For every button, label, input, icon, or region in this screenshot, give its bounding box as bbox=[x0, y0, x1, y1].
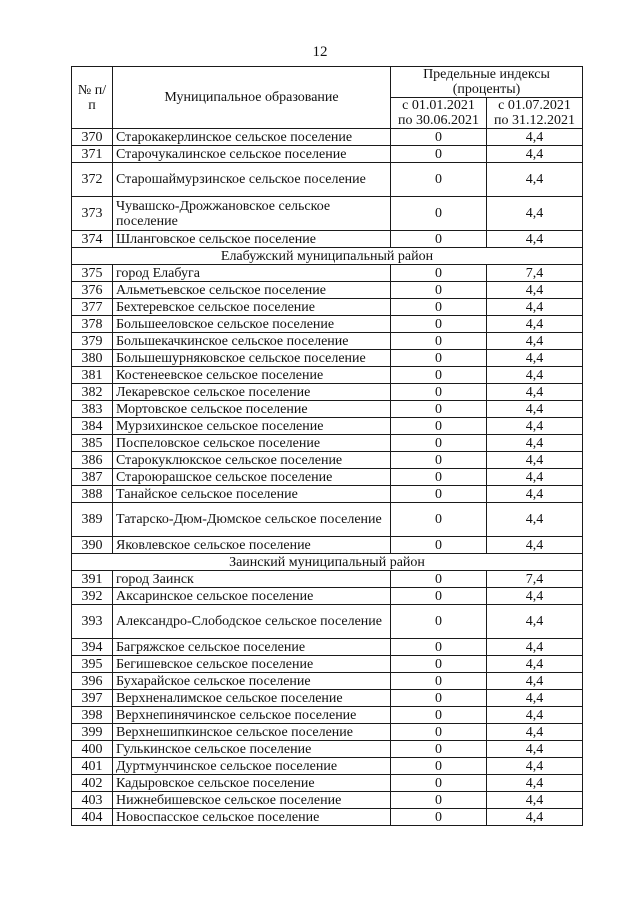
row-number: 380 bbox=[72, 350, 113, 367]
row-municipality: Верхнепинячинское сельское поселение bbox=[113, 707, 391, 724]
row-index-period-1: 0 bbox=[391, 333, 487, 350]
table-row bbox=[72, 197, 583, 231]
row-municipality: Багряжское сельское поселение bbox=[113, 639, 391, 656]
row-number: 384 bbox=[72, 418, 113, 435]
row-municipality: Кадыровское сельское поселение bbox=[113, 775, 391, 792]
row-number: 374 bbox=[72, 231, 113, 248]
row-index-period-1: 0 bbox=[391, 605, 487, 639]
row-municipality: город Заинск bbox=[113, 571, 391, 588]
table-row bbox=[72, 809, 583, 826]
row-municipality: Бухарайское сельское поселение bbox=[113, 673, 391, 690]
row-number: 399 bbox=[72, 724, 113, 741]
table-row bbox=[72, 639, 583, 656]
row-index-period-1: 0 bbox=[391, 401, 487, 418]
row-number: 377 bbox=[72, 299, 113, 316]
row-index-period-1: 0 bbox=[391, 656, 487, 673]
table-row bbox=[72, 656, 583, 673]
row-index-period-1: 0 bbox=[391, 588, 487, 605]
row-number: 398 bbox=[72, 707, 113, 724]
row-number: 402 bbox=[72, 775, 113, 792]
row-index-period-1: 0 bbox=[391, 707, 487, 724]
row-municipality: Старошаймурзинское сельское поселение bbox=[113, 163, 391, 197]
table-row bbox=[72, 673, 583, 690]
table-row bbox=[72, 758, 583, 775]
header-municipality: Муниципальное образование bbox=[113, 67, 391, 129]
header-period-2: с 01.07.2021 по 31.12.2021 bbox=[487, 98, 583, 129]
indices-table-body bbox=[72, 67, 583, 826]
page-number: 12 bbox=[312, 44, 328, 60]
row-number: 379 bbox=[72, 333, 113, 350]
row-number: 395 bbox=[72, 656, 113, 673]
row-index-period-2: 4,4 bbox=[487, 282, 583, 299]
table-row bbox=[72, 333, 583, 350]
row-index-period-2: 4,4 bbox=[487, 469, 583, 486]
row-municipality: Александро-Слободское сельское поселение bbox=[113, 605, 391, 639]
row-municipality: Староюрашское сельское поселение bbox=[113, 469, 391, 486]
table-row bbox=[72, 741, 583, 758]
table-row bbox=[72, 571, 583, 588]
row-number: 382 bbox=[72, 384, 113, 401]
table-row bbox=[72, 129, 583, 146]
row-index-period-1: 0 bbox=[391, 690, 487, 707]
row-number: 371 bbox=[72, 146, 113, 163]
row-index-period-1: 0 bbox=[391, 571, 487, 588]
row-index-period-2: 4,4 bbox=[487, 197, 583, 231]
row-index-period-1: 0 bbox=[391, 435, 487, 452]
row-index-period-2: 4,4 bbox=[487, 673, 583, 690]
row-number: 387 bbox=[72, 469, 113, 486]
header-period-1: с 01.01.2021 по 30.06.2021 bbox=[391, 98, 487, 129]
row-index-period-2: 4,4 bbox=[487, 435, 583, 452]
row-index-period-2: 4,4 bbox=[487, 503, 583, 537]
row-index-period-1: 0 bbox=[391, 129, 487, 146]
row-municipality: Дуртмунчинское сельское поселение bbox=[113, 758, 391, 775]
table-row bbox=[72, 588, 583, 605]
row-index-period-2: 4,4 bbox=[487, 163, 583, 197]
row-index-period-2: 7,4 bbox=[487, 571, 583, 588]
row-index-period-2: 4,4 bbox=[487, 588, 583, 605]
row-index-period-1: 0 bbox=[391, 384, 487, 401]
row-index-period-1: 0 bbox=[391, 469, 487, 486]
row-number: 390 bbox=[72, 537, 113, 554]
row-municipality: Бегишевское сельское поселение bbox=[113, 656, 391, 673]
table-row bbox=[72, 469, 583, 486]
row-index-period-2: 4,4 bbox=[487, 809, 583, 826]
row-index-period-2: 4,4 bbox=[487, 656, 583, 673]
row-number: 383 bbox=[72, 401, 113, 418]
row-index-period-2: 4,4 bbox=[487, 690, 583, 707]
table-row bbox=[72, 418, 583, 435]
row-index-period-1: 0 bbox=[391, 265, 487, 282]
row-number: 392 bbox=[72, 588, 113, 605]
row-number: 373 bbox=[72, 197, 113, 231]
row-index-period-1: 0 bbox=[391, 537, 487, 554]
table-row bbox=[72, 792, 583, 809]
row-number: 400 bbox=[72, 741, 113, 758]
row-index-period-2: 4,4 bbox=[487, 384, 583, 401]
district-section-row bbox=[72, 554, 583, 571]
row-municipality: Чувашско-Дрожжановское сельское поселение bbox=[113, 197, 391, 231]
row-index-period-1: 0 bbox=[391, 452, 487, 469]
table-row bbox=[72, 316, 583, 333]
table-row bbox=[72, 384, 583, 401]
header-number: № п/п bbox=[72, 67, 113, 129]
row-number: 386 bbox=[72, 452, 113, 469]
table-row bbox=[72, 537, 583, 554]
row-municipality: Лекаревское сельское поселение bbox=[113, 384, 391, 401]
row-index-period-2: 4,4 bbox=[487, 741, 583, 758]
row-municipality: Яковлевское сельское поселение bbox=[113, 537, 391, 554]
row-municipality: Большекачкинское сельское поселение bbox=[113, 333, 391, 350]
row-number: 372 bbox=[72, 163, 113, 197]
row-municipality: Гулькинское сельское поселение bbox=[113, 741, 391, 758]
row-index-period-2: 4,4 bbox=[487, 758, 583, 775]
table-row bbox=[72, 435, 583, 452]
row-index-period-2: 4,4 bbox=[487, 707, 583, 724]
row-index-period-1: 0 bbox=[391, 299, 487, 316]
row-index-period-1: 0 bbox=[391, 231, 487, 248]
row-municipality: Новоспасское сельское поселение bbox=[113, 809, 391, 826]
district-section-row bbox=[72, 248, 583, 265]
row-number: 376 bbox=[72, 282, 113, 299]
table-row bbox=[72, 231, 583, 248]
row-municipality: Альметьевское сельское поселение bbox=[113, 282, 391, 299]
row-index-period-1: 0 bbox=[391, 503, 487, 537]
row-municipality: Старокакерлинское сельское поселение bbox=[113, 129, 391, 146]
row-index-period-1: 0 bbox=[391, 350, 487, 367]
row-number: 389 bbox=[72, 503, 113, 537]
row-municipality: Бехтеревское сельское поселение bbox=[113, 299, 391, 316]
row-number: 391 bbox=[72, 571, 113, 588]
row-index-period-1: 0 bbox=[391, 282, 487, 299]
row-number: 388 bbox=[72, 486, 113, 503]
row-number: 381 bbox=[72, 367, 113, 384]
table-row bbox=[72, 299, 583, 316]
row-index-period-2: 4,4 bbox=[487, 537, 583, 554]
row-municipality: Верхненалимское сельское поселение bbox=[113, 690, 391, 707]
row-index-period-1: 0 bbox=[391, 724, 487, 741]
row-municipality: Старочукалинское сельское поселение bbox=[113, 146, 391, 163]
table-row bbox=[72, 401, 583, 418]
row-index-period-2: 4,4 bbox=[487, 775, 583, 792]
table-row bbox=[72, 265, 583, 282]
row-index-period-2: 4,4 bbox=[487, 350, 583, 367]
row-municipality: Мортовское сельское поселение bbox=[113, 401, 391, 418]
row-index-period-2: 7,4 bbox=[487, 265, 583, 282]
row-municipality: город Елабуга bbox=[113, 265, 391, 282]
row-number: 394 bbox=[72, 639, 113, 656]
row-municipality: Татарско-Дюм-Дюмское сельское поселение bbox=[113, 503, 391, 537]
table-row bbox=[72, 707, 583, 724]
row-index-period-2: 4,4 bbox=[487, 367, 583, 384]
row-municipality: Нижнебишевское сельское поселение bbox=[113, 792, 391, 809]
table-row bbox=[72, 163, 583, 197]
district-title: Заинский муниципальный район bbox=[72, 554, 583, 571]
table-row bbox=[72, 452, 583, 469]
row-municipality: Поспеловское сельское поселение bbox=[113, 435, 391, 452]
row-index-period-2: 4,4 bbox=[487, 299, 583, 316]
row-municipality: Танайское сельское поселение bbox=[113, 486, 391, 503]
table-row bbox=[72, 605, 583, 639]
row-number: 403 bbox=[72, 792, 113, 809]
row-index-period-2: 4,4 bbox=[487, 486, 583, 503]
table-row bbox=[72, 724, 583, 741]
row-number: 397 bbox=[72, 690, 113, 707]
district-title: Елабужский муниципальный район bbox=[72, 248, 583, 265]
row-index-period-2: 4,4 bbox=[487, 146, 583, 163]
row-number: 396 bbox=[72, 673, 113, 690]
row-municipality: Мурзихинское сельское поселение bbox=[113, 418, 391, 435]
table-header-row bbox=[72, 67, 583, 98]
row-number: 385 bbox=[72, 435, 113, 452]
row-index-period-1: 0 bbox=[391, 792, 487, 809]
header-indices-group: Предельные индексы (проценты) bbox=[391, 67, 583, 98]
row-index-period-2: 4,4 bbox=[487, 418, 583, 435]
table-row bbox=[72, 690, 583, 707]
row-index-period-1: 0 bbox=[391, 367, 487, 384]
row-index-period-1: 0 bbox=[391, 673, 487, 690]
row-index-period-1: 0 bbox=[391, 486, 487, 503]
table-row bbox=[72, 775, 583, 792]
row-municipality: Старокуклюкское сельское поселение bbox=[113, 452, 391, 469]
row-index-period-1: 0 bbox=[391, 316, 487, 333]
row-index-period-1: 0 bbox=[391, 146, 487, 163]
row-index-period-1: 0 bbox=[391, 758, 487, 775]
table-row bbox=[72, 503, 583, 537]
row-index-period-2: 4,4 bbox=[487, 129, 583, 146]
indices-table bbox=[71, 66, 583, 826]
row-municipality: Костенеевское сельское поселение bbox=[113, 367, 391, 384]
row-index-period-2: 4,4 bbox=[487, 452, 583, 469]
table-row bbox=[72, 486, 583, 503]
row-number: 401 bbox=[72, 758, 113, 775]
row-number: 378 bbox=[72, 316, 113, 333]
row-index-period-1: 0 bbox=[391, 418, 487, 435]
row-index-period-2: 4,4 bbox=[487, 639, 583, 656]
row-index-period-1: 0 bbox=[391, 741, 487, 758]
row-index-period-2: 4,4 bbox=[487, 333, 583, 350]
row-index-period-2: 4,4 bbox=[487, 724, 583, 741]
table-row bbox=[72, 282, 583, 299]
row-municipality: Большешурняковское сельское поселение bbox=[113, 350, 391, 367]
row-index-period-1: 0 bbox=[391, 809, 487, 826]
row-number: 393 bbox=[72, 605, 113, 639]
row-index-period-2: 4,4 bbox=[487, 792, 583, 809]
row-municipality: Шланговское сельское поселение bbox=[113, 231, 391, 248]
row-index-period-2: 4,4 bbox=[487, 231, 583, 248]
row-number: 404 bbox=[72, 809, 113, 826]
table-row bbox=[72, 146, 583, 163]
table-row bbox=[72, 367, 583, 384]
row-index-period-1: 0 bbox=[391, 197, 487, 231]
row-municipality: Аксаринское сельское поселение bbox=[113, 588, 391, 605]
row-index-period-1: 0 bbox=[391, 775, 487, 792]
row-municipality: Большееловское сельское поселение bbox=[113, 316, 391, 333]
row-municipality: Верхнешипкинское сельское поселение bbox=[113, 724, 391, 741]
row-index-period-2: 4,4 bbox=[487, 605, 583, 639]
row-number: 370 bbox=[72, 129, 113, 146]
row-number: 375 bbox=[72, 265, 113, 282]
row-index-period-2: 4,4 bbox=[487, 401, 583, 418]
table-row bbox=[72, 350, 583, 367]
row-index-period-1: 0 bbox=[391, 639, 487, 656]
row-index-period-1: 0 bbox=[391, 163, 487, 197]
row-index-period-2: 4,4 bbox=[487, 316, 583, 333]
